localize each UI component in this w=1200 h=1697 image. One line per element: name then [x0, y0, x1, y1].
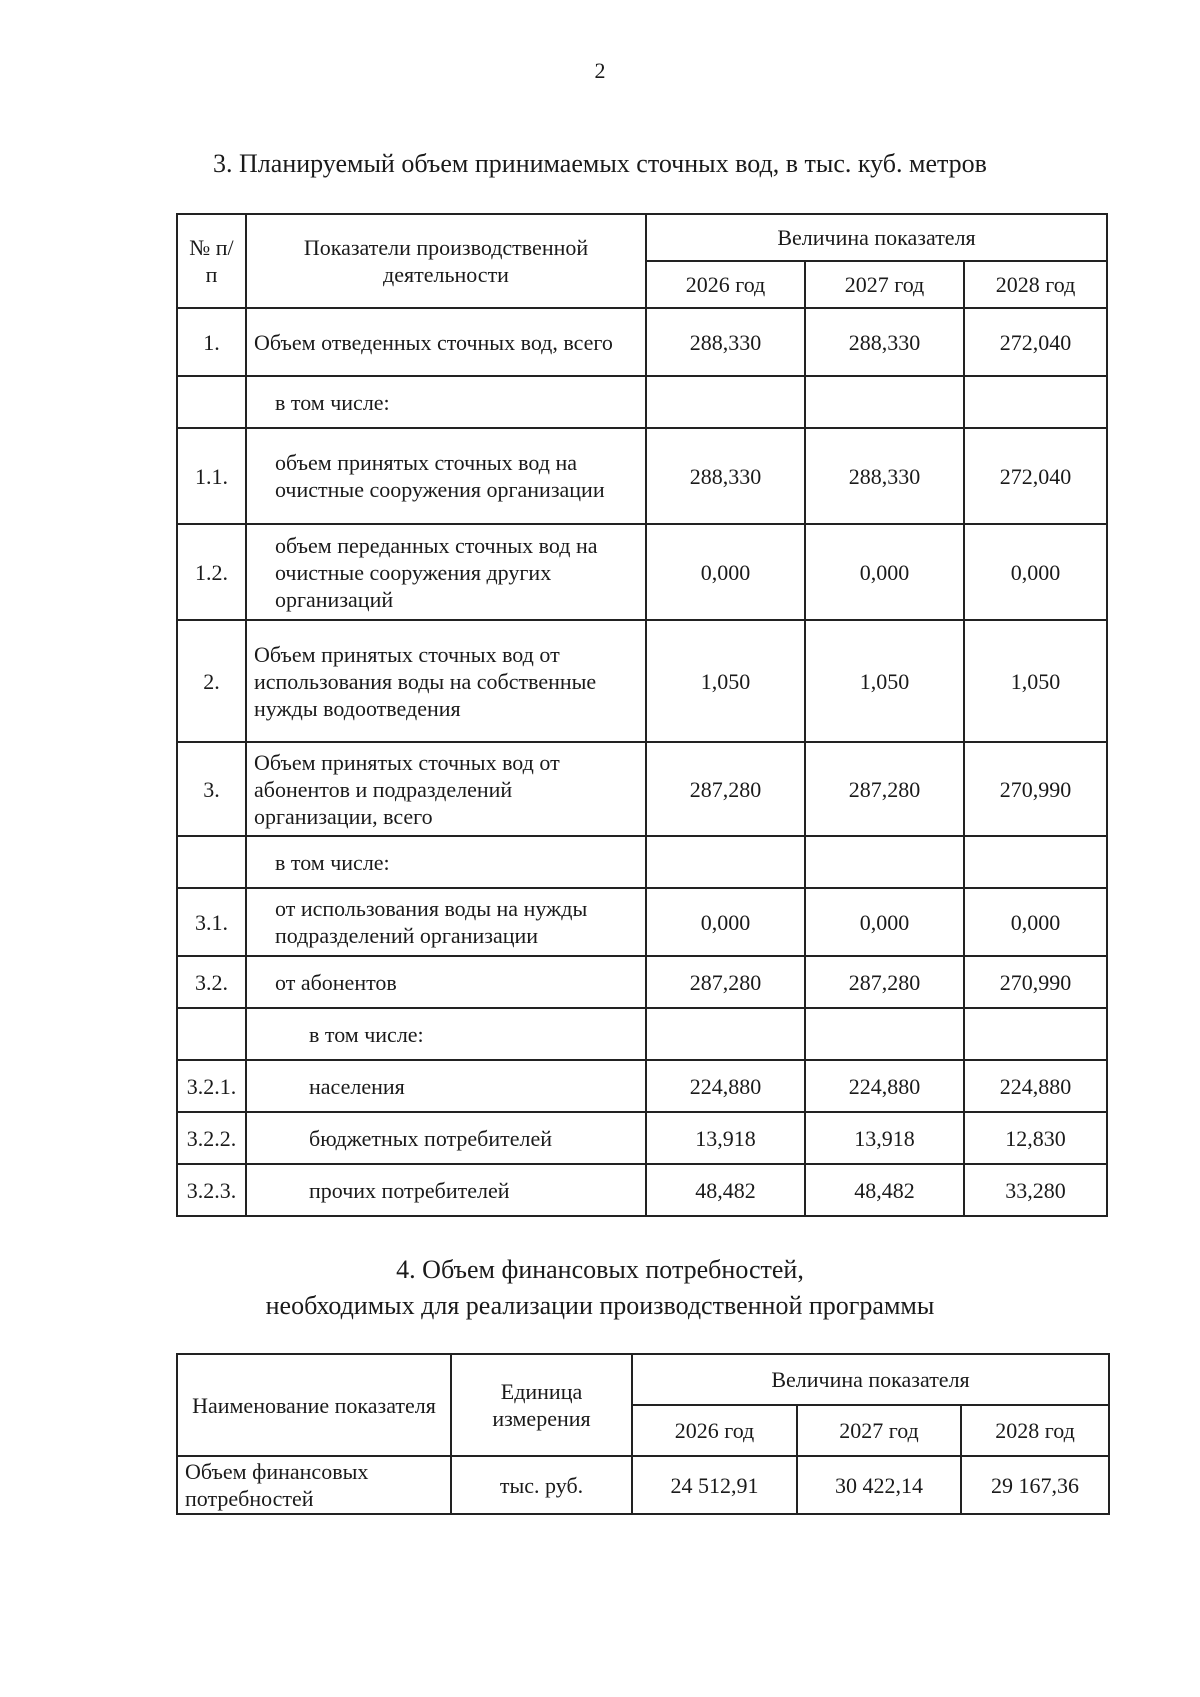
- row-label: от абонентов: [246, 956, 646, 1008]
- row-value: 1,050: [805, 620, 964, 742]
- row-value: 48,482: [646, 1164, 805, 1216]
- row-label: населения: [246, 1060, 646, 1112]
- row-value: [805, 836, 964, 888]
- row-value: 33,280: [964, 1164, 1107, 1216]
- section-4-title-line1: 4. Объем финансовых потребностей,: [396, 1255, 804, 1284]
- row-value: [805, 1008, 964, 1060]
- row-value: [964, 836, 1107, 888]
- row-value: 224,880: [646, 1060, 805, 1112]
- wastewater-volume-table: [176, 213, 1108, 1217]
- table-row: [177, 1008, 1107, 1060]
- row-label: объем переданных сточных вод на очистные сооружения других организаций: [246, 524, 646, 620]
- row-number: [177, 836, 246, 888]
- row-value: 272,040: [964, 308, 1107, 376]
- row-value: [964, 1008, 1107, 1060]
- row-number: [177, 376, 246, 428]
- row-value: 287,280: [646, 956, 805, 1008]
- row-value: 272,040: [964, 428, 1107, 524]
- row-label: прочих потребителей: [246, 1164, 646, 1216]
- row-value: 48,482: [805, 1164, 964, 1216]
- row-value: 0,000: [964, 524, 1107, 620]
- row-value: 287,280: [805, 956, 964, 1008]
- table-row: [177, 836, 1107, 888]
- table-row: [177, 620, 1107, 742]
- row-number: 3.2.1.: [177, 1060, 246, 1112]
- row-label: в том числе:: [246, 1008, 646, 1060]
- page-number: 2: [594, 58, 606, 83]
- row-value: 288,330: [646, 308, 805, 376]
- table-row: [177, 1112, 1107, 1164]
- row-number: 1.: [177, 308, 246, 376]
- section-3-title: 3. Планируемый объем принимаемых сточных вод, в тыс. куб. метров: [213, 149, 987, 178]
- col-header-indicator: Показатели производственной деятельности: [246, 214, 646, 308]
- table-row: [177, 1060, 1107, 1112]
- table-row: [177, 1456, 1109, 1514]
- row-label: Объем принятых сточных вод от использования воды на собственные нужды водоотведения: [246, 620, 646, 742]
- row-value: 13,918: [805, 1112, 964, 1164]
- row-value: 224,880: [964, 1060, 1107, 1112]
- row-value: 12,830: [964, 1112, 1107, 1164]
- row-number: 2.: [177, 620, 246, 742]
- row-value: 288,330: [805, 428, 964, 524]
- row-value: 0,000: [964, 888, 1107, 956]
- row-value: 0,000: [646, 524, 805, 620]
- row-label: бюджетных потребителей: [246, 1112, 646, 1164]
- col-header-year: 2027 год: [797, 1405, 961, 1456]
- row-label: Объем финансовых потребностей: [177, 1456, 451, 1514]
- row-value: 1,050: [964, 620, 1107, 742]
- table-row: [177, 308, 1107, 376]
- row-number: [177, 1008, 246, 1060]
- row-number: 1.2.: [177, 524, 246, 620]
- row-number: 3.2.2.: [177, 1112, 246, 1164]
- row-value: 13,918: [646, 1112, 805, 1164]
- row-value: 270,990: [964, 742, 1107, 836]
- row-value: 287,280: [646, 742, 805, 836]
- row-unit: тыс. руб.: [451, 1456, 632, 1514]
- row-label: объем принятых сточных вод на очистные сооружения организации: [246, 428, 646, 524]
- row-value: 288,330: [805, 308, 964, 376]
- col-header-year: 2026 год: [646, 261, 805, 308]
- table-row: [177, 1164, 1107, 1216]
- financial-needs-table: [176, 1353, 1110, 1515]
- col-header-value: Величина показателя: [646, 214, 1107, 261]
- table-row: [177, 888, 1107, 956]
- table-row: [177, 742, 1107, 836]
- row-value: [964, 376, 1107, 428]
- row-value: [646, 836, 805, 888]
- row-value: 24 512,91: [632, 1456, 797, 1514]
- table-row: [177, 376, 1107, 428]
- table-row: [177, 524, 1107, 620]
- row-number: 3.1.: [177, 888, 246, 956]
- col-header-number: № п/п: [177, 214, 246, 308]
- col-header-year: 2026 год: [632, 1405, 797, 1456]
- row-value: [805, 376, 964, 428]
- row-number: 1.1.: [177, 428, 246, 524]
- row-value: [646, 1008, 805, 1060]
- row-value: 0,000: [805, 524, 964, 620]
- row-value: 0,000: [646, 888, 805, 956]
- row-value: 270,990: [964, 956, 1107, 1008]
- table-row: [177, 956, 1107, 1008]
- col-header-year: 2028 год: [961, 1405, 1109, 1456]
- row-value: 0,000: [805, 888, 964, 956]
- row-label: от использования воды на нужды подразделений организации: [246, 888, 646, 956]
- row-value: [646, 376, 805, 428]
- row-label: в том числе:: [246, 836, 646, 888]
- row-label: Объем отведенных сточных вод, всего: [246, 308, 646, 376]
- row-label: Объем принятых сточных вод от абонентов и подразделений организации, всего: [246, 742, 646, 836]
- row-value: 288,330: [646, 428, 805, 524]
- section-4-title: [0, 1252, 1200, 1324]
- col-header-year: 2027 год: [805, 261, 964, 308]
- col-header-unit: Единица измерения: [451, 1354, 632, 1456]
- row-number: 3.: [177, 742, 246, 836]
- row-value: 1,050: [646, 620, 805, 742]
- table-row: [177, 428, 1107, 524]
- col-header-year: 2028 год: [964, 261, 1107, 308]
- row-number: 3.2.: [177, 956, 246, 1008]
- section-4-title-line2: необходимых для реализации производственной программы: [265, 1291, 935, 1320]
- row-value: 29 167,36: [961, 1456, 1109, 1514]
- row-value: 224,880: [805, 1060, 964, 1112]
- col-header-value: Величина показателя: [632, 1354, 1109, 1405]
- row-label: в том числе:: [246, 376, 646, 428]
- col-header-name: Наименование показателя: [177, 1354, 451, 1456]
- row-value: 287,280: [805, 742, 964, 836]
- row-number: 3.2.3.: [177, 1164, 246, 1216]
- row-value: 30 422,14: [797, 1456, 961, 1514]
